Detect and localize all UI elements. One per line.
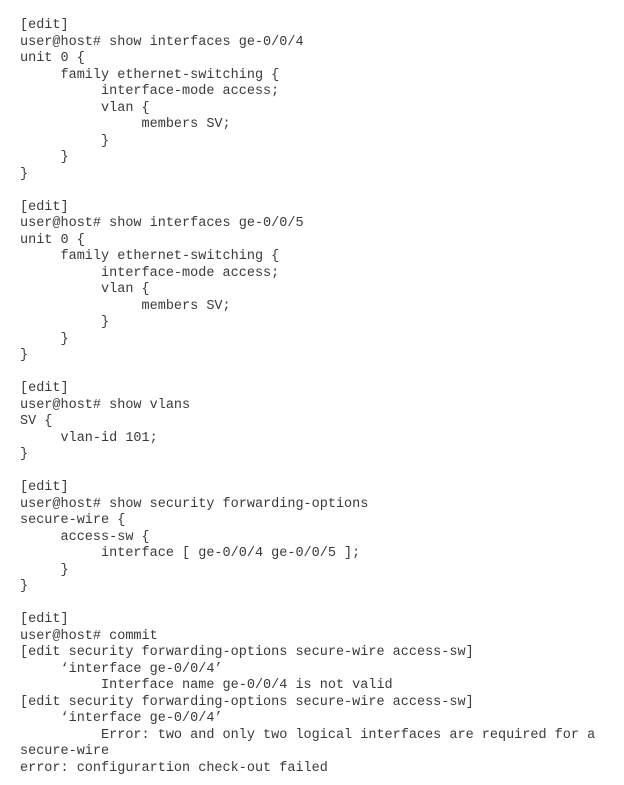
terminal-line: interface [ ge-0/0/4 ge-0/0/5 ]; xyxy=(20,546,361,561)
terminal-line: } xyxy=(20,315,110,330)
terminal-line: [edit security forwarding-options secure-wire access-sw] xyxy=(20,694,474,710)
terminal-line: user@host# show vlans xyxy=(20,397,191,413)
terminal-line: } xyxy=(20,447,29,462)
terminal-block-commit-output xyxy=(20,612,618,777)
terminal-line: vlan { xyxy=(20,100,150,116)
terminal-line: ‘interface ge-0/0/4’ xyxy=(20,711,223,726)
terminal-line: [edit] xyxy=(20,480,69,495)
terminal-line: members SV; xyxy=(20,117,231,132)
terminal-line: user@host# show security forwarding-options xyxy=(20,496,369,512)
terminal-line: } xyxy=(20,133,110,149)
terminal-line: [edit] xyxy=(20,18,69,33)
terminal-line: error: configurartion check-out failed xyxy=(20,760,328,776)
terminal-line: } xyxy=(20,150,69,165)
terminal-line: SV { xyxy=(20,414,53,429)
terminal-line: } xyxy=(20,562,69,578)
terminal-line: vlan { xyxy=(20,282,150,297)
terminal-line: members SV; xyxy=(20,298,231,314)
terminal-line: [edit] xyxy=(20,199,69,215)
terminal-block-show-interfaces-ge-0-0-5 xyxy=(20,200,618,365)
terminal-line: [edit security forwarding-options secure-wire access-sw] xyxy=(20,645,474,660)
terminal-line: user@host# commit xyxy=(20,628,158,644)
terminal-block-show-security-forwarding-options xyxy=(20,480,618,596)
terminal-line: family ethernet-switching { xyxy=(20,67,280,83)
terminal-line: } xyxy=(20,579,29,594)
terminal-line: } xyxy=(20,166,29,182)
terminal-line: [edit] xyxy=(20,612,69,627)
terminal-block-show-interfaces-ge-0-0-4 xyxy=(20,18,618,183)
terminal-line: Error: two and only two logical interfaces are required for a xyxy=(20,727,596,743)
terminal-line: unit 0 { xyxy=(20,232,85,248)
terminal-line: } xyxy=(20,348,29,363)
terminal-line: ‘interface ge-0/0/4’ xyxy=(20,661,223,677)
terminal-line: vlan-id 101; xyxy=(20,430,158,446)
terminal-block-show-vlans xyxy=(20,381,618,464)
terminal-line: access-sw { xyxy=(20,529,150,545)
terminal-line: } xyxy=(20,331,69,347)
terminal-line: [edit] xyxy=(20,381,69,396)
terminal-line: unit 0 { xyxy=(20,51,85,66)
terminal-line: family ethernet-switching { xyxy=(20,249,280,264)
terminal-line: interface-mode access; xyxy=(20,265,280,281)
terminal-line: secure-wire xyxy=(20,744,110,759)
terminal-line: user@host# show interfaces ge-0/0/4 xyxy=(20,34,304,50)
terminal-line: Interface name ge-0/0/4 is not valid xyxy=(20,678,393,693)
terminal-line: secure-wire { xyxy=(20,513,126,528)
terminal-line: user@host# show interfaces ge-0/0/5 xyxy=(20,216,304,231)
terminal-line: interface-mode access; xyxy=(20,84,280,99)
